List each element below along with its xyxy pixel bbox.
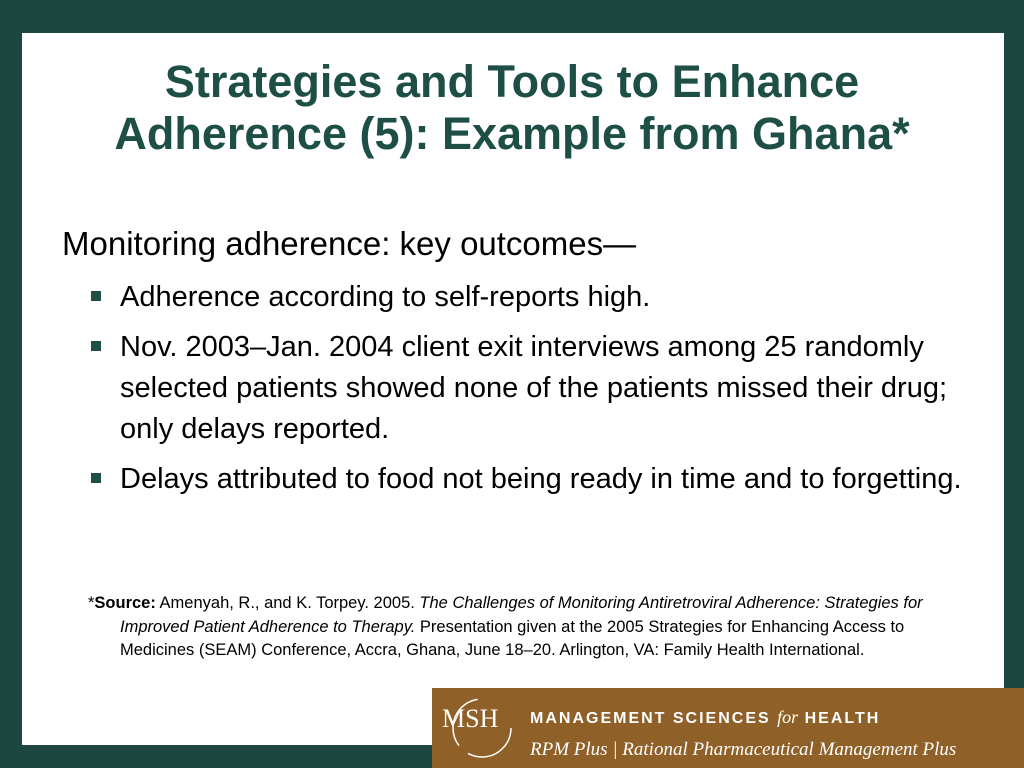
footer-banner <box>432 688 1024 768</box>
msh-logo-text: MSH <box>442 704 499 733</box>
bullet-text: Nov. 2003–Jan. 2004 client exit interviews among 25 randomly selected patients showed none of the patients missed their drug; only delays reported. <box>120 331 948 445</box>
source-marker: * <box>88 594 95 612</box>
slide-title <box>0 56 1024 160</box>
bullet-item <box>88 277 968 318</box>
source-authors: Amenyah, R., and K. Torpey. 2005. <box>155 594 420 612</box>
bullet-item <box>88 459 968 500</box>
bullet-list <box>88 277 968 509</box>
org-name-for: for <box>777 707 799 727</box>
program-name: RPM Plus | Rational Pharmaceutical Management Plus <box>530 739 957 760</box>
slide-title-line-2: Adherence (5): Example from Ghana* <box>114 108 910 159</box>
org-name-part-1: MANAGEMENT SCIENCES <box>530 710 778 727</box>
bullet-text: Delays attributed to food not being ready in time and to forgetting. <box>120 463 962 495</box>
source-work-title: The Challenges of Monitoring Antiretroviral Adherence: Strategies for Improved Patient Adherence to Therapy. <box>120 594 923 636</box>
org-name <box>530 707 880 728</box>
square-bullet-icon <box>91 473 101 483</box>
org-name-part-2: HEALTH <box>798 710 881 727</box>
source-label: Source: <box>94 594 156 612</box>
slide-title-line-1: Strategies and Tools to Enhance <box>164 56 860 107</box>
square-bullet-icon <box>91 291 101 301</box>
bullet-text: Adherence according to self-reports high. <box>120 281 651 313</box>
square-bullet-icon <box>91 341 101 351</box>
intro-text: Monitoring adherence: key outcomes— <box>62 225 637 262</box>
bullet-item <box>88 327 968 450</box>
source-details: Presentation given at the 2005 Strategies for Enhancing Access to Medicines (SEAM) Conference, Accra, Ghana, June 18–20. Arlington, VA: Family Health International. <box>120 617 905 659</box>
source-citation <box>88 592 980 663</box>
